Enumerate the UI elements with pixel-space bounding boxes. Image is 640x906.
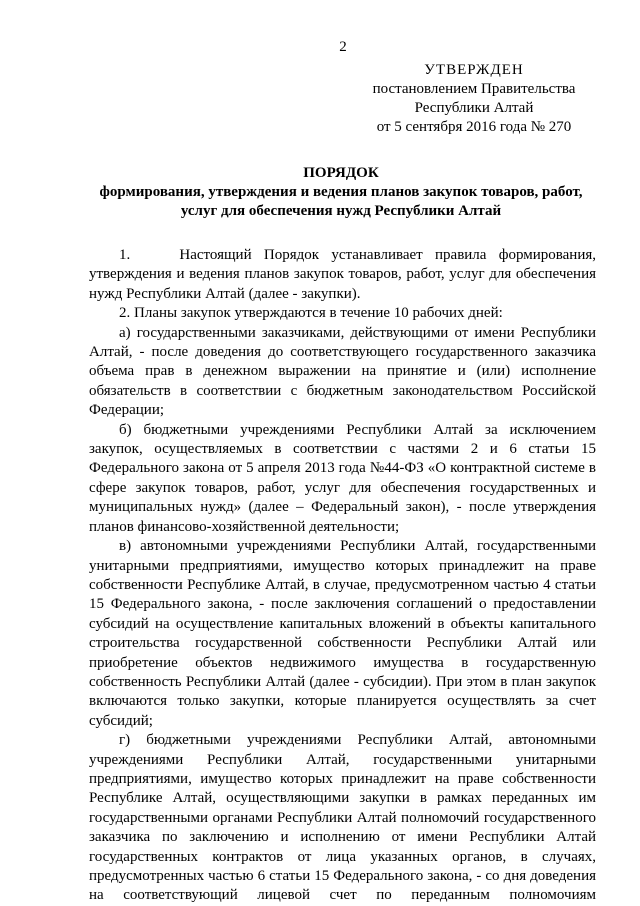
paragraph-2a: а) государственными заказчиками, действующими от имени Республики Алтай, - после доведения до соответствующего государственного заказчика объема прав в денежном выражении на принятие и (или) исполнение обязательств в соответствии с бюджетным законодательством Российской Федерации; (89, 324, 596, 419)
paragraph-2: 2. Планы закупок утверждаются в течение 10 рабочих дней: (119, 305, 503, 322)
document-title (68, 164, 614, 221)
approval-line-3: от 5 сентября 2016 года № 270 (376, 119, 572, 135)
paragraph-2g: г) бюджетными учреждениями Республики Алтай, автономными учреждениями Республики Алтай, государственными унитарными предприятиями, имущество которых принадлежит на праве собственности Республике Алтай, осуществляющими закупки в рамках переданных им государственными органами Республики Алтай полномочий государственного заказчика по заключению и исполнению от имени Республики Алтай государственных контрактов от лица указанных органов, в случаях, предусмотренных частью 6 статьи 15 Федерального закона, - со дня доведения на соответствующий лицевой счет по переданным полномочиям (89, 732, 596, 904)
paragraph-1: 1. Настоящий Порядок устанавливает правила формирования, утверждения и ведения планов закупок товаров, работ, услуг для обеспечения нужд Республики Алтай (далее - закупки). (89, 247, 596, 302)
approval-stamp: УТВЕРЖДЕН (424, 62, 524, 78)
approval-line-1: постановлением Правительства (372, 81, 576, 97)
paragraph-2b: б) бюджетными учреждениями Республики Алтай за исключением закупок, осуществляемых в соответствии с частями 2 и 6 статьи 15 Федерального закона от 5 апреля 2013 года №44-ФЗ «О контрактной системе в сфере закупок товаров, работ, услуг для обеспечения государственных и муниципальных нужд» (далее – Федеральный закон), - после утверждения планов финансово-хозяйственной деятельности; (89, 421, 596, 535)
document-body (89, 246, 596, 906)
paragraph-2v: в) автономными учреждениями Республики Алтай, государственными унитарными предприятиями, имущество которых принадлежит на праве собственности Республике Алтай, в случае, предусмотренном частью 4 статьи 15 Федерального закона, - после заключения соглашений о предоставлении субсидий на осуществление капитальных вложений в объекты капитального строительства государственной собственности Республики Алтай или приобретение объектов недвижимого имущества в государственную собственность Республики Алтай (далее - субсидии). При этом в план закупок включаются только закупки, которые планируется осуществлять за счет субсидий; (89, 538, 596, 729)
approval-line-2: Республики Алтай (414, 100, 534, 116)
title-line-1: формирования, утверждения и ведения планов закупок товаров, работ, (99, 184, 583, 200)
title-heading: ПОРЯДОК (303, 165, 379, 181)
title-line-2: услуг для обеспечения нужд Республики Алтай (180, 203, 502, 219)
approval-block (360, 61, 588, 137)
page-number: 2 (339, 39, 347, 55)
